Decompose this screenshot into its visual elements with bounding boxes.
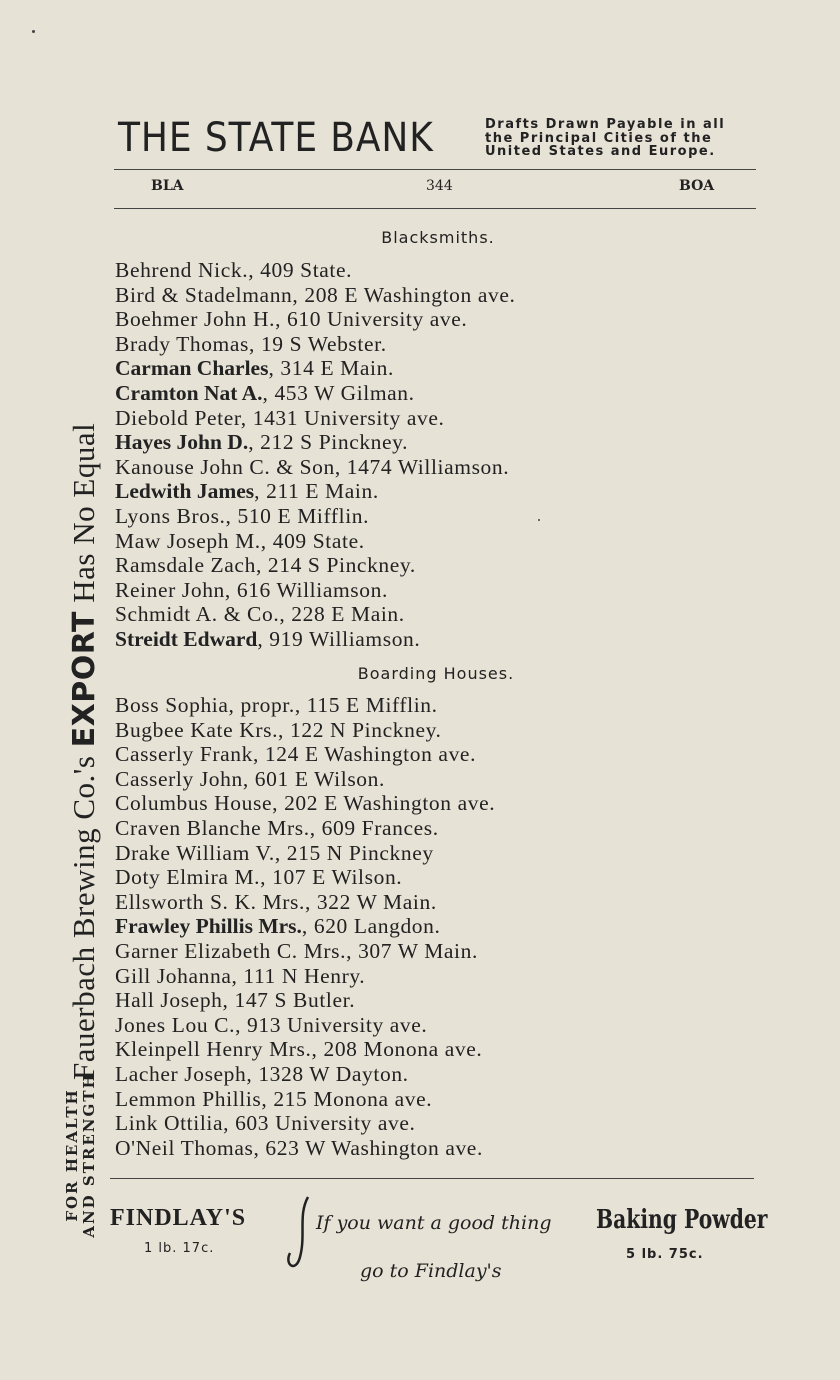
- entry-address: , 616 Williamson.: [224, 577, 388, 602]
- side-ad-text-post: Has No Equal: [66, 422, 101, 611]
- directory-entry: [115, 504, 515, 529]
- entry-address: , 212 S Pinckney.: [248, 430, 409, 455]
- directory-entry: [115, 283, 515, 308]
- header-rule: [114, 169, 756, 170]
- entry-address: , 620 Langdon.: [301, 914, 441, 939]
- script-line-1: If you want a good thing: [316, 1212, 552, 1234]
- entry-address: , 202 E Washington ave.: [272, 791, 496, 816]
- directory-entry: [115, 578, 515, 603]
- paper-speck: [538, 519, 540, 521]
- entry-name: Columbus House: [115, 791, 273, 816]
- side-ad-line2: AND STRENGTH: [80, 1072, 98, 1238]
- entry-name: Frawley Phillis Mrs.: [115, 914, 302, 939]
- bank-name: THE STATE BANK: [118, 115, 434, 161]
- bank-drafts-text: [485, 118, 760, 159]
- entry-name: Doty Elmira M.: [115, 865, 261, 890]
- entry-name: Carman Charles: [115, 356, 269, 381]
- directory-entry: [115, 430, 515, 455]
- entry-name: Drake William V.: [115, 840, 275, 865]
- boarding-houses-list: [115, 693, 495, 1160]
- entry-address: , 124 E Washington ave.: [252, 742, 477, 767]
- entry-address: , 215 N Pinckney: [274, 840, 434, 865]
- directory-entry: [115, 767, 495, 792]
- entry-address: , 1474 Williamson.: [334, 454, 510, 479]
- blacksmiths-list: [115, 258, 515, 652]
- directory-entry: [115, 406, 515, 431]
- directory-entry: [115, 718, 495, 743]
- entry-name: Schmidt A. & Co.: [115, 602, 280, 627]
- entry-name: Diebold Peter: [115, 405, 241, 430]
- section-title-blacksmiths: Blacksmiths.: [381, 228, 495, 247]
- entry-address: , 228 E Main.: [279, 602, 405, 627]
- entry-name: Cramton Nat A.: [115, 380, 263, 405]
- entry-address: , 453 W Gilman.: [262, 380, 415, 405]
- entry-address: , 19 S Webster.: [249, 331, 387, 356]
- entry-name: Garner Elizabeth C. Mrs.: [115, 938, 347, 963]
- running-head-right: BOA: [679, 178, 715, 194]
- drafts-line-1: Drafts Drawn Payable in all: [485, 117, 726, 132]
- directory-entry: [115, 890, 495, 915]
- directory-entry: [115, 602, 515, 627]
- entry-name: Brady Thomas: [115, 331, 249, 356]
- entry-address: , 208 Monona ave.: [311, 1037, 483, 1062]
- entry-name: Casserly Frank: [115, 742, 253, 767]
- entry-name: Kleinpell Henry Mrs.: [115, 1037, 312, 1062]
- entry-address: , 610 University ave.: [275, 307, 468, 332]
- script-line-2: go to Findlay's: [360, 1260, 502, 1282]
- entry-name: Boehmer John H.: [115, 307, 276, 332]
- entry-name: Lyons Bros.: [115, 503, 226, 528]
- entry-address: , 107 E Wilson.: [260, 865, 403, 890]
- directory-entry: [115, 816, 495, 841]
- directory-entry: [115, 791, 495, 816]
- directory-entry: [115, 939, 495, 964]
- directory-entry: [115, 1013, 495, 1038]
- bank-advertisement: [118, 112, 758, 164]
- running-head-rule: [114, 208, 756, 209]
- price-small: 1 lb. 17c.: [144, 1241, 215, 1256]
- entry-name: Ledwith James: [115, 479, 255, 504]
- entry-name: Bugbee Kate Krs.: [115, 717, 279, 742]
- directory-entry: [115, 914, 495, 939]
- directory-entry: [115, 529, 515, 554]
- side-ad-text: [66, 423, 102, 1080]
- entry-name: Bird & Stadelmann: [115, 282, 293, 307]
- directory-entry: [115, 1111, 495, 1136]
- entry-address: , 122 N Pinckney.: [278, 717, 442, 742]
- side-ad-line1: FOR HEALTH: [63, 1088, 81, 1222]
- directory-entry: [115, 1037, 495, 1062]
- section-title-boarding-houses: Boarding Houses.: [357, 664, 515, 683]
- directory-entry: [115, 964, 495, 989]
- baking-powder: Baking Powder: [596, 1205, 768, 1235]
- entry-name: Behrend Nick.: [115, 258, 249, 282]
- entry-address: , 214 S Pinckney.: [255, 553, 416, 578]
- entry-address: , propr., 115 E Mifflin.: [228, 693, 438, 717]
- directory-entry: [115, 1062, 495, 1087]
- entry-address: , 215 Monona ave.: [261, 1086, 433, 1111]
- entry-name: Craven Blanche Mrs.: [115, 815, 310, 840]
- side-ad-text-pre: Fauerbach Brewing Co.'s: [66, 747, 101, 1080]
- directory-entry: [115, 307, 515, 332]
- paper-speck: [32, 30, 35, 33]
- directory-entry: [115, 479, 515, 504]
- entry-address: , 601 E Wilson.: [242, 766, 385, 791]
- entry-name: Kanouse John C. & Son: [115, 454, 335, 479]
- entry-address: , 208 E Washington ave.: [292, 282, 516, 307]
- side-ad-slogan: [64, 1070, 98, 1240]
- entry-address: , 609 Frances.: [309, 815, 439, 840]
- entry-name: Streidt Edward: [115, 626, 258, 651]
- directory-entry: [115, 742, 495, 767]
- directory-entry: [115, 332, 515, 357]
- directory-entry: [115, 258, 515, 283]
- directory-entry: [115, 1087, 495, 1112]
- entry-address: , 623 W Washington ave.: [253, 1135, 483, 1160]
- drafts-line-3: United States and Europe.: [485, 144, 716, 159]
- drafts-line-2: the Principal Cities of the: [485, 130, 713, 146]
- entry-address: , 913 University ave.: [235, 1012, 428, 1037]
- entry-name: Reiner John: [115, 577, 225, 602]
- directory-entry: [115, 841, 495, 866]
- entry-name: Boss Sophia: [115, 693, 229, 717]
- entry-address: , 1431 University ave.: [240, 405, 445, 430]
- entry-name: Jones Lou C.: [115, 1012, 236, 1037]
- price-large: 5 lb. 75c.: [626, 1247, 704, 1262]
- directory-entry: [115, 627, 515, 652]
- entry-address: , 111 N Henry.: [231, 963, 366, 988]
- entry-name: Gill Johanna: [115, 963, 232, 988]
- entry-address: , 409 State.: [260, 528, 365, 553]
- entry-name: Hayes John D.: [115, 430, 249, 455]
- findlay-script-slogan: [280, 1195, 600, 1285]
- directory-entry: [115, 455, 515, 480]
- directory-entry: [115, 381, 515, 406]
- entry-name: Link Ottilia: [115, 1111, 224, 1136]
- directory-entry: [115, 356, 515, 381]
- directory-entry: [115, 865, 495, 890]
- entry-name: O'Neil Thomas: [115, 1135, 254, 1160]
- entry-address: , 919 Williamson.: [257, 626, 421, 651]
- directory-entry: [115, 693, 495, 718]
- findlay-brand: FINDLAY'S: [110, 1205, 247, 1231]
- entry-address: , 510 E Mifflin.: [225, 503, 370, 528]
- entry-address: , 147 S Butler.: [222, 988, 356, 1013]
- entry-name: Hall Joseph: [115, 988, 223, 1013]
- entry-address: , 409 State.: [248, 258, 353, 282]
- footer-rule: [110, 1178, 754, 1179]
- entry-address: , 211 E Main.: [254, 479, 379, 504]
- entry-address: , 307 W Main.: [346, 938, 478, 963]
- directory-entry: [115, 553, 515, 578]
- entry-name: Lacher Joseph: [115, 1061, 247, 1086]
- directory-entry: [115, 1136, 495, 1161]
- entry-name: Ramsdale Zach: [115, 553, 256, 578]
- directory-entry: [115, 988, 495, 1013]
- entry-address: , 322 W Main.: [304, 889, 437, 914]
- entry-name: Ellsworth S. K. Mrs.: [115, 889, 305, 914]
- entry-name: Lemmon Phillis: [115, 1086, 262, 1111]
- entry-address: , 1328 W Dayton.: [246, 1061, 409, 1086]
- entry-name: Maw Joseph M.: [115, 528, 261, 553]
- page-number: 344: [426, 178, 453, 194]
- entry-address: , 603 University ave.: [223, 1111, 416, 1136]
- entry-name: Casserly John: [115, 766, 243, 791]
- findlay-advertisement: [110, 1195, 770, 1285]
- running-head-left: BLA: [151, 178, 184, 194]
- side-ad-export: EXPORT: [67, 610, 102, 748]
- entry-address: , 314 E Main.: [268, 356, 394, 381]
